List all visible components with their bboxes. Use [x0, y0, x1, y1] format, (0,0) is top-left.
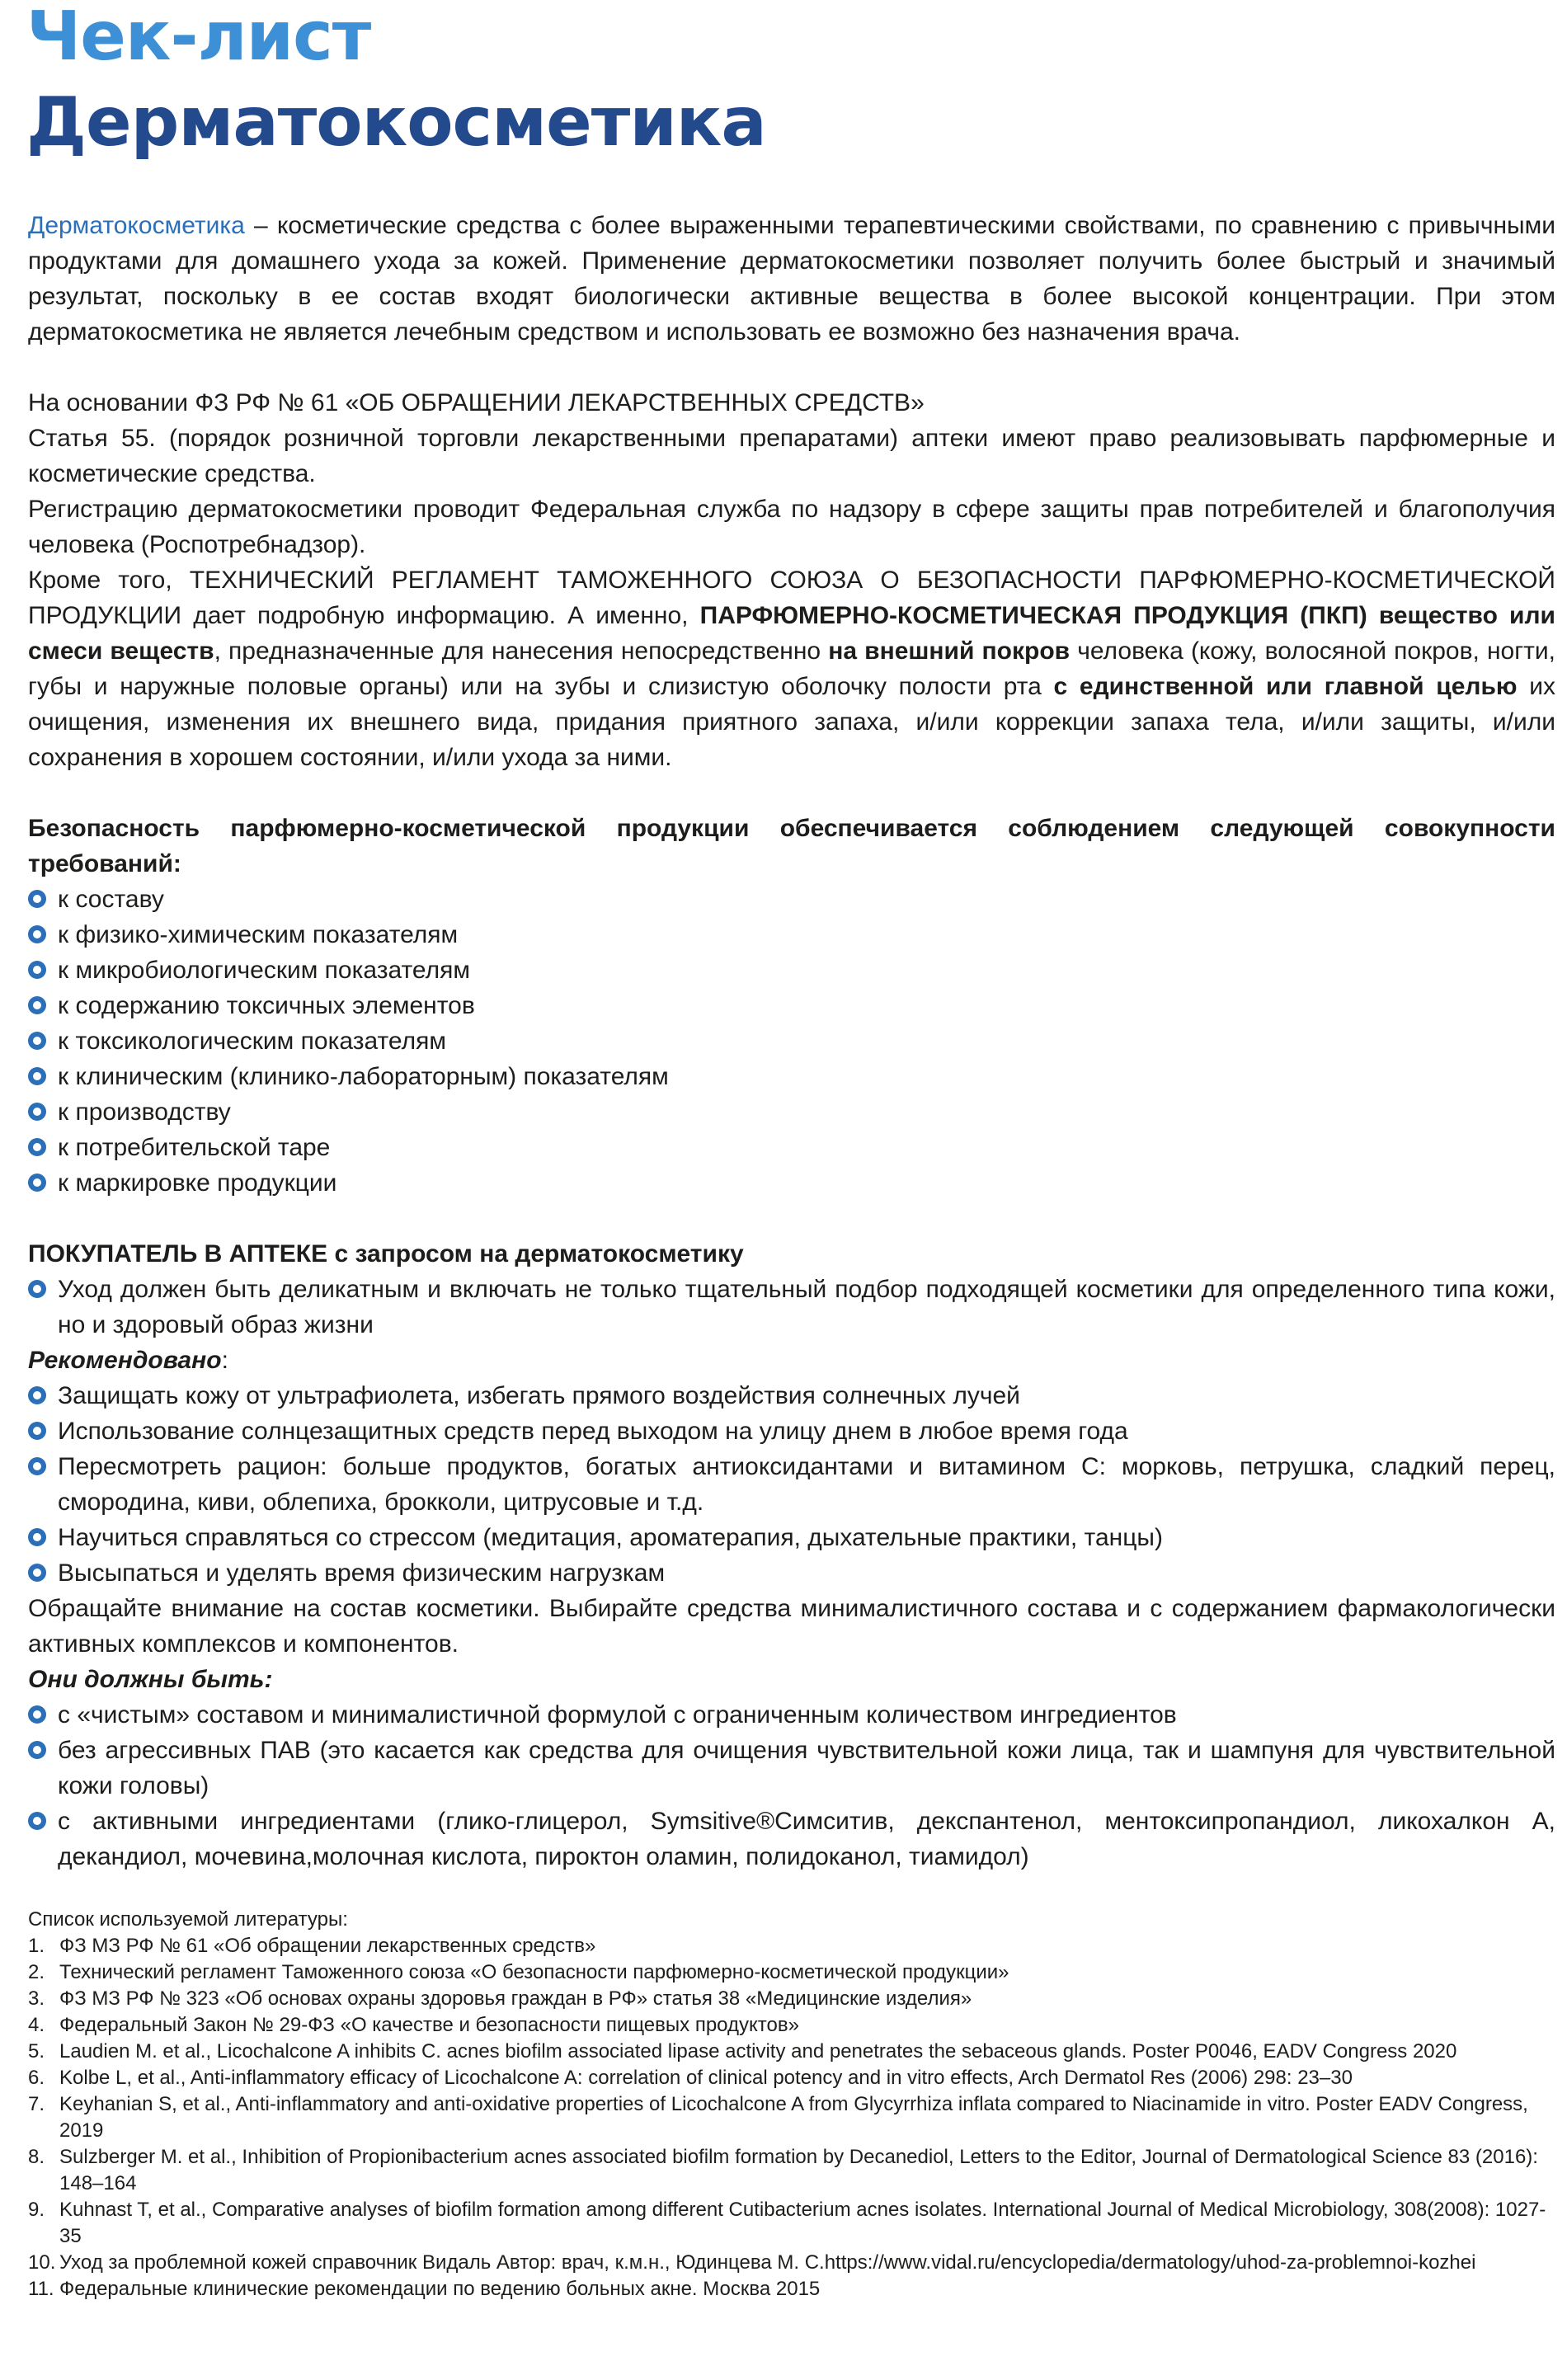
list-item [28, 1555, 1555, 1591]
list-item [28, 1804, 1555, 1874]
list-item-text: к токсикологическим показателям [58, 1028, 446, 1055]
bullet-icon [28, 961, 46, 979]
should-list [28, 1697, 1555, 1874]
bullet-icon [28, 1422, 46, 1440]
law-line-1: На основании ФЗ РФ № 61 «ОБ ОБРАЩЕНИИ ЛЕКАРСТВЕННЫХ СРЕДСТВ» [28, 389, 925, 416]
reference-number: 1. [28, 1935, 45, 1957]
reference-text: Kuhnast T, et al., Comparative analyses of biofilm formation among different Cutibacterium acnes isolates. International Journal of Medical Microbiology, 308(2008): 1027-35 [59, 2199, 1546, 2247]
list-item-text: к содержанию токсичных элементов [58, 992, 475, 1019]
bullet-icon [28, 1280, 46, 1298]
list-item-text: без агрессивных ПАВ (это касается как средства для очищения чувствительной кожи лица, так и шампуня для чувствительной кожи головы) [58, 1737, 1555, 1799]
references [28, 1907, 1555, 2302]
list-item [28, 1272, 1555, 1343]
list-item [28, 917, 1555, 952]
document-body [28, 208, 1555, 1874]
list-item [28, 1059, 1555, 1094]
buyer-heading: ПОКУПАТЕЛЬ В АПТЕКЕ с запросом на дерматокосметику [28, 1240, 744, 1268]
reference-item [28, 2144, 1555, 2197]
list-item [28, 1130, 1555, 1165]
reference-text: ФЗ МЗ РФ № 61 «Об обращении лекарственных средств» [59, 1935, 596, 1957]
reference-number: 8. [28, 2146, 45, 2168]
bullet-icon [28, 1457, 46, 1475]
reference-item [28, 2276, 1555, 2302]
list-item [28, 882, 1555, 917]
reference-item [28, 2039, 1555, 2065]
recommended-label-text: Рекомендовано [28, 1347, 222, 1374]
references-list [28, 1933, 1555, 2302]
reference-text: Keyhanian S, et al., Anti-inflammatory and anti-oxidative properties of Licochalcone A from Glycyrrhiza inflata compared to Niacinamide in vitro. Poster EADV Congress, 2019 [59, 2093, 1528, 2142]
list-item-text: Использование солнцезащитных средств перед выходом на улицу днем в любое время года [58, 1418, 1128, 1445]
list-item [28, 1023, 1555, 1059]
recommended-label [28, 1343, 1555, 1378]
reference-text: Laudien M. et al., Licochalcone A inhibits C. acnes biofilm associated lipase activity and penetrates the sebaceous glands. Poster P0046, EADV Congress 2020 [59, 2040, 1457, 2063]
reference-text: Федеральные клинические рекомендации по ведению больных акне. Москва 2015 [59, 2278, 821, 2300]
reference-item [28, 2197, 1555, 2250]
bullet-icon [28, 1812, 46, 1830]
intro-term: Дерматокосметика [28, 212, 245, 239]
bullet-icon [28, 1138, 46, 1156]
reference-number: 3. [28, 1987, 45, 2010]
list-item [28, 1094, 1555, 1130]
list-item-text: к составу [58, 886, 164, 913]
list-item [28, 1165, 1555, 1201]
reference-number: 2. [28, 1961, 45, 1983]
law-bold: на внешний покров [828, 637, 1071, 665]
list-item-text: к микробиологическим показателям [58, 957, 470, 984]
reference-text: Kolbe L, et al., Anti-inflammatory efficacy of Licochalcone A: correlation of clinical potency and in vitro effects, Arch Dermatol Res (2006) 298: 23–30 [59, 2067, 1353, 2089]
reference-item [28, 2065, 1555, 2091]
list-item [28, 952, 1555, 988]
reference-number: 9. [28, 2199, 45, 2221]
law-paragraph-4 [28, 562, 1555, 775]
list-item-text: Научиться справляться со стрессом (медитация, ароматерапия, дыхательные практики, танцы) [58, 1524, 1163, 1551]
list-item [28, 1449, 1555, 1520]
bullet-icon [28, 925, 46, 943]
bullet-icon [28, 1103, 46, 1121]
bullet-icon [28, 1705, 46, 1724]
bullet-icon [28, 996, 46, 1014]
references-heading: Список используемой литературы: [28, 1908, 348, 1931]
list-item-text: Уход должен быть деликатным и включать не только тщательный подбор подходящей косметики для определенного типа кожи, но и здоровый образ жизни [58, 1276, 1555, 1338]
reference-text: Федеральный Закон № 29-ФЗ «О качестве и безопасности пищевых продуктов» [59, 2014, 799, 2036]
bullet-icon [28, 1174, 46, 1192]
list-item-text: Пересмотреть рацион: больше продуктов, богатых антиоксидантами и витамином С: морковь, петрушка, сладкий перец, смородина, киви, облепиха, брокколи, цитрусовые и т.д. [58, 1453, 1555, 1516]
safety-heading: Безопасность парфюмерно-косметической продукции обеспечивается соблюдением следующей совокупности требований: [28, 815, 1555, 877]
recommended-colon: : [221, 1347, 228, 1374]
list-item [28, 1733, 1555, 1804]
list-item [28, 1697, 1555, 1733]
list-item-text: к производству [58, 1098, 231, 1126]
recommended-list [28, 1378, 1555, 1591]
list-item-text: к клиническим (клинико-лабораторным) показателям [58, 1063, 669, 1090]
law-bold: с единственной или главной целью [1053, 673, 1518, 700]
bullet-icon [28, 1528, 46, 1546]
reference-text: ФЗ МЗ РФ № 323 «Об основах охраны здоровья граждан в РФ» статья 38 «Медицинские изделия» [59, 1987, 972, 2010]
list-item-text: Защищать кожу от ультрафиолета, избегать прямого воздействия солнечных лучей [58, 1382, 1020, 1409]
list-item-text: к потребительской таре [58, 1134, 331, 1161]
list-item [28, 1378, 1555, 1413]
bullet-icon [28, 1564, 46, 1582]
reference-number: 7. [28, 2093, 45, 2115]
reference-number: 10. [28, 2251, 56, 2274]
list-item [28, 1520, 1555, 1555]
should-label: Они должны быть: [28, 1666, 273, 1693]
reference-number: 11. [28, 2278, 54, 2300]
reference-item [28, 1986, 1555, 2012]
reference-item [28, 2250, 1555, 2276]
law-line-2: Статья 55. (порядок розничной торговли лекарственными препаратами) аптеки имеют право реализовывать парфюмерные и косметические средства. [28, 425, 1555, 487]
reference-text: Sulzberger M. et al., Inhibition of Propionibacterium acnes associated biofilm formation by Decanediol, Letters to the Editor, Journal of Dermatological Science 83 (2016): 148–164 [59, 2146, 1538, 2194]
list-item [28, 1413, 1555, 1449]
reference-text: Технический регламент Таможенного союза «О безопасности парфюмерно-косметической продукции» [59, 1961, 1009, 1983]
intro-text: – косметические средства с более выраженными терапевтическими свойствами, по сравнению с привычными продуктами для домашнего ухода за кожей. Применение дерматокосметики позволяет получить более быстрый и значимый результат, поскольку в ее состав входят биологически активные вещества в более высокой концентрации. При этом дерматокосметика не является лечебным средством и использовать ее возможно без назначения врача. [28, 212, 1555, 346]
bullet-icon [28, 890, 46, 908]
reference-item [28, 2091, 1555, 2144]
law-text: человека (кожу, волосяной покров, ногти, губы и наружные половые органы) или на зубы и слизистую оболочку полости рта [28, 637, 1555, 700]
law-bold: ПАРФЮМЕРНО-КОСМЕТИЧЕСКАЯ ПРОДУКЦИЯ (ПКП) вещество или смеси веществ [28, 602, 1555, 665]
reference-item [28, 1959, 1555, 1986]
page-title-line2: Дерматокосметика [26, 83, 766, 162]
list-item [28, 988, 1555, 1023]
reference-number: 6. [28, 2067, 45, 2089]
list-item-text: с активными ингредиентами (глико-глицерол, Symsitive®Симситив, декспантенол, ментоксипропандиол, ликохалкон А, декандиол, мочевина,молочная кислота, пироктон оламин, полидоканол, тиамидол) [58, 1808, 1555, 1870]
bullet-icon [28, 1386, 46, 1404]
reference-number: 4. [28, 2014, 45, 2036]
safety-list [28, 882, 1555, 1201]
attention-paragraph: Обращайте внимание на состав косметики. Выбирайте средства минималистичного состава и с содержанием фармакологически активных комплексов и компонентов. [28, 1595, 1555, 1658]
bullet-icon [28, 1067, 46, 1085]
list-item-text: к маркировке продукции [58, 1169, 337, 1197]
reference-number: 5. [28, 2040, 45, 2063]
reference-item [28, 2012, 1555, 2039]
reference-item [28, 1933, 1555, 1959]
list-item-text: к физико-химическим показателям [58, 921, 459, 948]
law-line-3: Регистрацию дерматокосметики проводит Федеральная служба по надзору в сфере защиты прав потребителей и благополучия человека (Роспотребнадзор). [28, 496, 1555, 558]
law-text: Кроме того, ТЕХНИЧЕСКИЙ РЕГЛАМЕНТ ТАМОЖЕННОГО СОЮЗА О БЕЗОПАСНОСТИ ПАРФЮМЕРНО-КОСМЕТИЧЕСКОЙ ПРОДУКЦИИ дает подробную информацию. А именно, [28, 567, 1555, 629]
page-title-line1: Чек-лист [26, 0, 371, 76]
bullet-icon [28, 1741, 46, 1759]
list-item-text: Высыпаться и уделять время физическим нагрузкам [58, 1559, 666, 1587]
law-text: , предназначенные для нанесения непосредственно [214, 637, 829, 665]
list-item-text: с «чистым» составом и минималистичной формулой с ограниченным количеством ингредиентов [58, 1701, 1177, 1729]
bullet-icon [28, 1032, 46, 1050]
buyer-list [28, 1272, 1555, 1343]
law-text: их очищения, изменения их внешнего вида, придания приятного запаха, и/или коррекции запаха тела, и/или защиты, и/или сохранения в хорошем состоянии, и/или ухода за ними. [28, 673, 1555, 771]
reference-text: Уход за проблемной кожей справочник Видаль Автор: врач, к.м.н., Юдинцева М. С.https://www.vidal.ru/encyclopedia/dermatology/uhod-za-problemnoi-kozhei [59, 2251, 1476, 2274]
intro-paragraph [28, 208, 1555, 350]
